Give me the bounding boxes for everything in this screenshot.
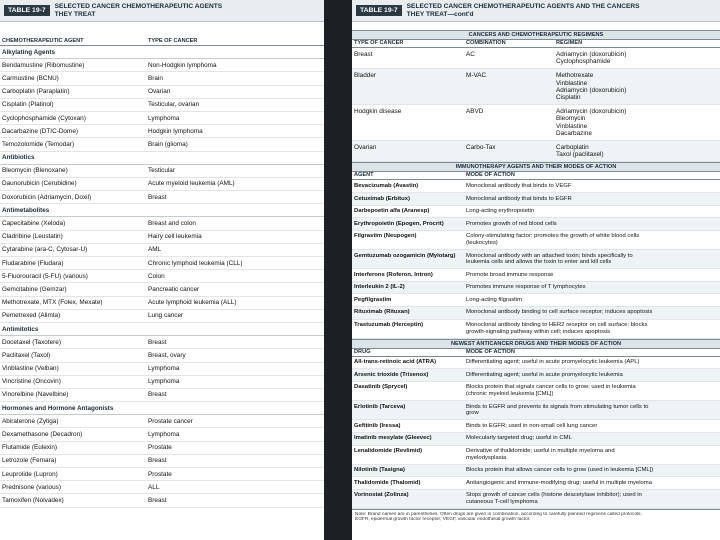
agent-name-cell: Darbepoetin alfa (Aranesp) [354, 208, 430, 215]
agent-cell: Flutamide (Eulexin) [2, 444, 58, 452]
table-title-bar [0, 0, 324, 22]
column-header-cancer: TYPE OF CANCER [148, 38, 198, 44]
cancer-type-cell: Prostate [148, 470, 172, 478]
section-heading-row [0, 46, 324, 59]
column-header-row [0, 37, 324, 46]
table-row [0, 415, 324, 428]
table-row [0, 125, 324, 138]
table-row [0, 59, 324, 72]
cell-line: Blocks protein that allows cancer cells to grow (used in leukemia [CML]) [466, 467, 654, 474]
cell-line: Long-acting filgrastim [466, 296, 522, 303]
immuno-row [352, 282, 720, 295]
cell-line: Methotrexate [556, 72, 594, 80]
col-regimen: REGIMEN [556, 40, 583, 46]
combination-cell: ABVD [466, 108, 484, 116]
table-row [0, 72, 324, 85]
cell-line: Monoclonal antibody binding to cell surface receptor; induces apoptosis [466, 309, 653, 316]
combination-cell: Carbo-Tax [466, 144, 496, 152]
immuno-row [352, 206, 720, 219]
agent-cell: Pemetrexed (Alimta) [2, 312, 61, 320]
cell-line: Adriamycin (doxorubicin) [556, 86, 627, 94]
table-row [0, 283, 324, 296]
cancer-type-cell: Lung cancer [148, 312, 184, 320]
cancer-type-cell: Lymphoma [148, 378, 180, 386]
cell-line: Monoclonal antibody with an attached toxin; binds specifically to [466, 252, 633, 259]
cell-line: Dacarbazine [556, 129, 592, 137]
table-row [0, 442, 324, 455]
footnote-line: EGFR, epidermal growth factor receptor; VEGF, vascular endothelial growth factor. [355, 517, 531, 523]
section-heading-row [0, 323, 324, 336]
footnote-line: Note: Brand names are in parentheses. Often drugs are given in combination, according to carefully planned regimens called protocols. [355, 512, 642, 518]
regimen-cell [556, 51, 718, 65]
col-combination: COMBINATION [466, 40, 506, 46]
section-heading: Antimetabolites [2, 206, 50, 214]
section-band-regimens: CANCERS AND CHEMOTHERAPEUTIC REGIMENS [352, 30, 720, 40]
agent-cell: Capecitabine (Xeloda) [2, 220, 66, 228]
agent-name-cell: Thalidomide (Thalomid) [354, 479, 421, 486]
cancer-type-cell: Ovarian [148, 88, 171, 96]
table-title [407, 3, 640, 18]
mode-of-action-cell [466, 272, 718, 279]
drug-row [352, 401, 720, 420]
agent-cell: Bleomycin (Blenoxane) [2, 167, 68, 175]
table-row [0, 231, 324, 244]
mode-of-action-cell [466, 309, 718, 316]
mode-of-action-cell [466, 372, 718, 379]
cell-line: Adriamycin (doxorubicin) [556, 108, 627, 116]
cancer-type-cell: Acute lymphoid leukemia (ALL) [148, 299, 237, 307]
combination-cell: M-VAC [466, 72, 487, 80]
cell-line: (chronic myeloid leukemia [CML]) [466, 391, 554, 398]
mode-of-action-cell [466, 253, 718, 266]
left-table-page [0, 0, 324, 540]
col-agent: AGENT [354, 172, 374, 179]
drug-row [352, 357, 720, 370]
agent-cell: Temozolomide (Temodar) [2, 140, 75, 148]
agent-cell: Cyclophosphamide (Cytoxan) [2, 114, 86, 122]
mode-of-action-cell [466, 284, 718, 291]
cell-line: Binds to EGFR and prevents its signals from stimulating tumor cells to [466, 403, 649, 410]
mode-of-action-cell [466, 221, 718, 228]
table-title-line: SELECTED CANCER CHEMOTHERAPEUTIC AGENTS AND THE CANCERS [406, 3, 640, 10]
cancer-type-cell: Non-Hodgkin lymphoma [148, 61, 217, 69]
cell-line: Promotes growth of red blood cells [466, 220, 557, 227]
cell-line: Vinblastine [556, 79, 588, 87]
table-row [0, 363, 324, 376]
table-row [0, 494, 324, 507]
col-mode-of-action: MODE OF ACTION [466, 172, 515, 179]
agent-name-cell: Pegfilgrastim [354, 296, 392, 303]
section-heading-row [0, 204, 324, 217]
cell-line: Colony-stimulating factor; promotes the growth of white blood cells [466, 233, 640, 240]
drug-row [352, 369, 720, 382]
cell-line: myelodysplasia [466, 454, 507, 461]
immuno-row [352, 320, 720, 339]
cancer-type-cell: Hairy cell leukemia [148, 233, 202, 241]
cancer-type-cell: Lymphoma [148, 431, 180, 439]
cell-line: Promote broad immune response [466, 271, 554, 278]
immuno-row [352, 218, 720, 231]
cancer-type-cell: ALL [148, 483, 160, 491]
agent-cell: Docetaxel (Taxotere) [2, 338, 61, 346]
cell-line: Differentiating agent; useful in acute promyelocytic leukemia (APL) [466, 359, 640, 366]
immuno-row [352, 231, 720, 250]
regimen-cell [556, 144, 718, 158]
agent-name-cell: Lenalidomide (Revlimid) [354, 448, 423, 454]
mode-of-action-cell [466, 196, 718, 203]
cancer-type-cell: Brain (glioma) [148, 140, 188, 148]
table-title-bar [352, 0, 720, 22]
mode-of-action-cell [466, 467, 718, 474]
agent-cell: Prednisone (various) [2, 483, 61, 491]
mode-of-action-cell [466, 404, 718, 417]
agent-name-cell: Erythropoietin (Epogen, Procrit) [354, 220, 444, 227]
cell-line: Cyclophosphamide [556, 58, 611, 66]
agent-cell: Carmustine (BCNU) [2, 74, 59, 82]
cancer-type-cell: Hodgkin lymphoma [148, 127, 203, 135]
regimen-cell [556, 72, 718, 101]
regimen-table-body [352, 48, 720, 162]
agent-name-cell: Cetuximab (Erbitux) [354, 195, 410, 202]
agent-cell: Doxorubicin (Adriamycin, Doxil) [2, 193, 92, 201]
agent-name-cell: All-trans-retinoic acid (ATRA) [354, 359, 437, 366]
page-gap [324, 0, 352, 540]
agent-cell: Cladribine (Leustatin) [2, 233, 63, 241]
agent-cell: Tamoxifen (Nolvadex) [2, 496, 64, 504]
regimen-header-row [352, 40, 720, 48]
agent-name-cell: Nilotinib (Tasigna) [354, 467, 405, 474]
drug-row [352, 490, 720, 509]
table-row [0, 455, 324, 468]
cell-line: Monoclonal antibody that binds to VEGF [466, 182, 572, 189]
cell-line: cutaneous T-cell lymphoma [466, 498, 538, 505]
col-type-of-cancer: TYPE OF CANCER [354, 40, 404, 46]
cancer-type-cell: Breast [148, 457, 167, 465]
mode-of-action-cell [466, 448, 718, 461]
table-row [0, 217, 324, 230]
agent-cell: Methotrexate, MTX (Folex, Mexate) [2, 299, 103, 307]
table-row [0, 244, 324, 257]
section-heading: Antibiotics [2, 154, 35, 162]
cell-line: Antiangiogenic and immune-modifying drug; useful in multiple myeloma [466, 479, 652, 486]
agent-name-cell: Interferons (Roferon, Intron) [354, 271, 433, 278]
immuno-row [352, 193, 720, 206]
mode-of-action-cell [466, 359, 718, 366]
cell-line: Molecularly targeted drug; useful in CML [466, 435, 572, 442]
table-number-tag: TABLE 19-7 [356, 5, 402, 16]
cancer-type-cell: Breast [148, 338, 167, 346]
combination-cell: AC [466, 51, 475, 58]
agent-name-cell: Interleukin 2 (IL-2) [354, 284, 405, 291]
section-heading: Antimitotics [2, 325, 39, 333]
cell-line: Binds to EGFR; used in non-small cell lung cancer [466, 422, 598, 429]
table-row [0, 178, 324, 191]
table-row [0, 86, 324, 99]
column-header-agent: CHEMOTHERAPEUTIC AGENT [2, 38, 84, 44]
cancer-type-cell: Breast [354, 51, 373, 58]
cancer-type-cell: Pancreatic cancer [148, 285, 200, 293]
table-row [0, 468, 324, 481]
cancer-type-cell: Prostate cancer [148, 417, 193, 425]
cancer-type-cell: Testicular, ovarian [148, 101, 200, 109]
cell-line: Monoclonal antibody binding to HER2 receptor on cell surface; blocks [466, 322, 648, 329]
agent-name-cell: Vorinostat (Zolinza) [354, 492, 409, 499]
table-row [0, 389, 324, 402]
cancer-type-cell: Testicular [148, 167, 175, 175]
agent-name-cell: Dasatinib (Sprycel) [354, 384, 408, 391]
cancer-type-cell: Breast [148, 496, 167, 504]
table-row [0, 428, 324, 441]
cell-line: Bleomycin [556, 115, 586, 123]
cell-line: Promotes immune response of T lymphocytes [466, 284, 586, 291]
table-row [0, 99, 324, 112]
table-row [0, 336, 324, 349]
immuno-row [352, 294, 720, 307]
col-drug: DRUG [354, 348, 371, 355]
cell-line: grow [466, 410, 479, 417]
mode-of-action-cell [466, 492, 718, 505]
cancer-type-cell: Colon [148, 272, 165, 280]
drug-row [352, 465, 720, 478]
cell-line: Vinblastine [556, 122, 588, 130]
mode-of-action-cell [466, 183, 718, 190]
cancer-type-cell: Ovarian [354, 144, 377, 152]
agent-cell: Cisplatin (Platinol) [2, 101, 54, 109]
table-row [0, 257, 324, 270]
table-row [0, 376, 324, 389]
agent-name-cell: Gemtuzumab ozogamicin (Mylotarg) [354, 252, 456, 259]
immuno-row [352, 180, 720, 193]
drug-header-row [352, 349, 720, 357]
section-band-newest-drugs: NEWEST ANTICANCER DRUGS AND THEIR MODES OF ACTION [352, 339, 720, 349]
regimen-row [352, 69, 720, 105]
agent-cell: Abiraterone (Zytiga) [2, 417, 59, 425]
cell-line: Adriamycin (doxorubicin) [556, 51, 627, 58]
drug-row [352, 446, 720, 465]
agent-name-cell: Arsenic trioxide (Trisenox) [354, 371, 429, 378]
agent-cell: Leuprolide (Lupron) [2, 470, 58, 478]
agent-cell: Fludarabine (Fludara) [2, 259, 64, 267]
section-heading: Alkylating Agents [2, 48, 55, 56]
table-footnote [352, 509, 720, 525]
agent-cell: Vincristine (Oncovin) [2, 378, 61, 386]
agent-cell: Dexamethasone (Decadron) [2, 431, 83, 439]
agent-name-cell: Imatinib mesylate (Gleevec) [354, 435, 432, 442]
cancer-type-cell: Chronic lymphoid leukemia (CLL) [148, 259, 243, 267]
agent-cell: Paclitaxel (Taxol) [2, 351, 51, 359]
section-heading: Hormones and Hormone Antagonists [2, 404, 114, 412]
drug-row [352, 433, 720, 446]
agent-table-body [0, 46, 324, 508]
table-row [0, 481, 324, 494]
table-row [0, 270, 324, 283]
cancer-type-cell: Lymphoma [148, 365, 180, 373]
cell-line: (leukocytes) [466, 239, 498, 246]
table-row [0, 310, 324, 323]
cancer-type-cell: Hodgkin disease [354, 108, 402, 116]
section-heading-row [0, 152, 324, 165]
agent-name-cell: Filgrastim (Neupogen) [354, 233, 417, 240]
mode-of-action-cell [466, 297, 718, 304]
section-heading-row [0, 402, 324, 415]
cancer-type-cell: Breast, ovary [148, 351, 186, 359]
table-title-line: SELECTED CANCER CHEMOTHERAPEUTIC AGENTS [54, 3, 223, 10]
table-title-line: THEY TREAT—cont'd [406, 10, 474, 18]
table-number-tag: TABLE 19-7 [4, 5, 50, 16]
immuno-table-body [352, 180, 720, 338]
table-row [0, 191, 324, 204]
agent-name-cell: Gefitinib (Iressa) [354, 422, 401, 429]
mode-of-action-cell [466, 384, 718, 397]
agent-name-cell: Bevacizumab (Avastin) [354, 182, 419, 189]
table-row [0, 165, 324, 178]
cell-line: Long-acting erythropoietin [466, 208, 535, 215]
agent-cell: Bendamustine (Ribomustine) [2, 61, 85, 69]
regimen-row [352, 141, 720, 162]
agent-name-cell: Trastuzumab (Herceptin) [354, 322, 424, 329]
cell-line: leukemia cells and allows the toxin to enter and kill cells [466, 259, 612, 266]
mode-of-action-cell [466, 233, 718, 246]
table-title-line: THEY TREAT [54, 10, 96, 18]
cancer-type-cell: Lymphoma [148, 114, 180, 122]
immuno-row [352, 307, 720, 320]
cell-line: growth-signaling pathway within cell; induces apoptosis [466, 328, 611, 335]
table-row [0, 112, 324, 125]
cell-line: Differentiating agent; useful in acute promyelocytic leukemia [466, 371, 623, 378]
immuno-row [352, 250, 720, 269]
cancer-type-cell: Breast [148, 391, 167, 399]
immuno-header-row [352, 172, 720, 180]
agent-cell: 5-Fluorouracil (5-FU) (various) [2, 272, 88, 280]
cancer-type-cell: Prostate [148, 444, 172, 452]
mode-of-action-cell [466, 480, 718, 487]
regimen-row [352, 48, 720, 69]
drug-table-body [352, 357, 720, 509]
cell-line: Taxol (paclitaxel) [556, 151, 604, 159]
cancer-type-cell: AML [148, 246, 162, 254]
cell-line: Stops growth of cancer cells (histone deacetylase inhibitor); used in [466, 492, 642, 499]
drug-row [352, 477, 720, 490]
agent-name-cell: Rituximab (Rituxan) [354, 309, 410, 316]
mode-of-action-cell [466, 423, 718, 430]
immuno-row [352, 269, 720, 282]
cell-line: Blocks protein that signals cancer cells to grow; used in leukemia [466, 384, 636, 391]
agent-cell: Gemcitabine (Gemzar) [2, 285, 67, 293]
col-mode-of-action: MODE OF ACTION [466, 348, 515, 355]
mode-of-action-cell [466, 435, 718, 442]
section-band-immunotherapy: IMMUNOTHERAPY AGENTS AND THEIR MODES OF ACTION [352, 162, 720, 172]
agent-name-cell: Erlotinib (Tarceva) [354, 403, 406, 410]
agent-cell: Carboplatin (Paraplatin) [2, 88, 70, 96]
cancer-type-cell: Breast [148, 193, 167, 201]
agent-cell: Letrozole (Femara) [2, 457, 57, 465]
agent-cell: Cytarabine (ara-C, Cytosar-U) [2, 246, 88, 254]
agent-cell: Dacarbazine (DTIC-Dome) [2, 127, 78, 135]
table-row [0, 349, 324, 362]
cancer-type-cell: Acute myeloid leukemia (AML) [148, 180, 235, 188]
cell-line: Cisplatin [556, 94, 581, 102]
cancer-type-cell: Breast and colon [148, 220, 196, 228]
drug-row [352, 382, 720, 401]
agent-cell: Daunorubicin (Cerubidine) [2, 180, 77, 188]
cell-line: Monoclonal antibody that binds to EGFR [466, 195, 572, 202]
table-title [55, 3, 223, 18]
mode-of-action-cell [466, 208, 718, 215]
agent-cell: Vinblastine (Velban) [2, 365, 59, 373]
cancer-type-cell: Brain [148, 74, 163, 82]
drug-row [352, 420, 720, 433]
regimen-cell [556, 108, 718, 137]
mode-of-action-cell [466, 322, 718, 335]
cancer-type-cell: Bladder [354, 72, 377, 80]
right-table-page [352, 0, 720, 540]
regimen-row [352, 105, 720, 141]
cell-line: Derivative of thalidomide; useful in multiple myeloma and [466, 448, 615, 454]
table-row [0, 138, 324, 151]
agent-cell: Vinorelbine (Navelbine) [2, 391, 69, 399]
cell-line: Carboplatin [556, 144, 589, 152]
table-row [0, 297, 324, 310]
